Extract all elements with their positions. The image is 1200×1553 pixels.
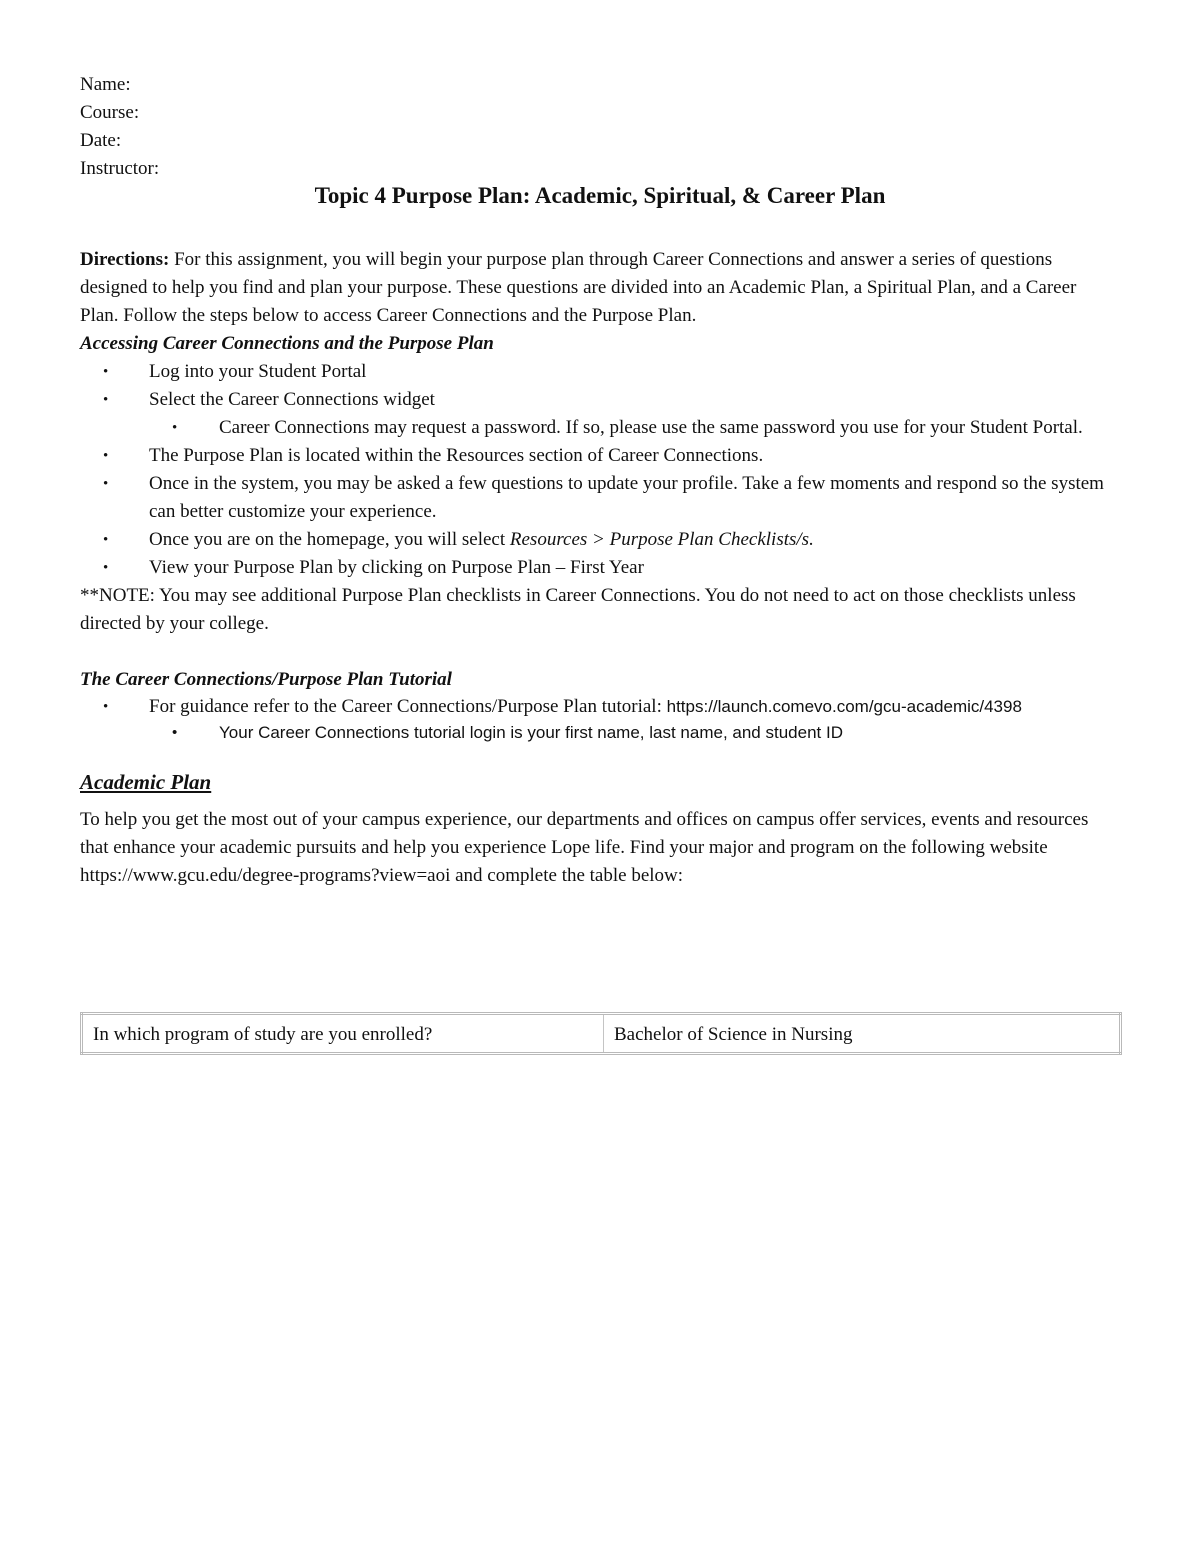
step5-italic: Resources > Purpose Plan Checklists/s. <box>509 529 814 550</box>
accessing-steps-list <box>80 358 1115 582</box>
document-title: Topic 4 Purpose Plan: Academic, Spiritual, & Career Plan <box>314 183 886 208</box>
list-item: • View your Purpose Plan by clicking on Purpose Plan – First Year <box>80 554 1115 582</box>
course-label: Course: <box>80 102 140 123</box>
program-answer-cell[interactable]: Bachelor of Science in Nursing <box>604 1014 1121 1054</box>
tutorial-list <box>80 694 1115 746</box>
date-label: Date: <box>80 130 122 151</box>
tutorial-heading: The Career Connections/Purpose Plan Tutorial <box>80 669 452 690</box>
directions-section <box>80 246 1115 890</box>
list-item: • Select the Career Connections widget <box>80 386 1115 414</box>
list-item <box>80 526 1115 554</box>
program-question-cell: In which program of study are you enrolled? <box>82 1014 604 1054</box>
step5-text: Once you are on the homepage, you will select <box>149 529 510 550</box>
name-label: Name: <box>80 74 131 95</box>
instructor-label: Instructor: <box>80 158 160 179</box>
academic-plan-heading: Academic Plan <box>80 770 212 794</box>
list-item: • Career Connections may request a password. If so, please use the same password you use for your Student Portal. <box>80 414 1115 442</box>
accessing-heading: Accessing Career Connections and the Purpose Plan <box>80 333 494 354</box>
tutorial-link[interactable]: https://launch.comevo.com/gcu-academic/4398 <box>666 697 1022 716</box>
list-item <box>80 694 1115 720</box>
academic-plan-text: To help you get the most out of your campus experience, our departments and offices on campus offer services, events and resources that enhance your academic pursuits and help you experience Lope life. Find your major and program on the following website https://www.gcu.edu/degree-programs?view=aoi and complete the table below: <box>80 809 1089 886</box>
list-item: • Once in the system, you may be asked a few questions to update your profile. Take a few moments and respond so the system can better customize your experience. <box>80 470 1115 526</box>
program-table <box>80 1012 1122 1055</box>
note-paragraph: **NOTE: You may see additional Purpose Plan checklists in Career Connections. You do not need to act on those checklists unless directed by your college. <box>80 585 1076 634</box>
list-item: • Log into your Student Portal <box>80 358 1115 386</box>
list-item: • The Purpose Plan is located within the Resources section of Career Connections. <box>80 442 1115 470</box>
tutorial-item-text: For guidance refer to the Career Connections/Purpose Plan tutorial: <box>149 696 667 717</box>
table-row <box>82 1014 1121 1054</box>
directions-label: Directions: <box>80 249 170 270</box>
header-fields <box>80 71 1120 183</box>
directions-text: For this assignment, you will begin your purpose plan through Career Connections and answer a series of questions designed to help you find and plan your purpose. These questions are divided into an Academic Plan, a Spiritual Plan, and a Career Plan. Follow the steps below to access Career Connections and the Purpose Plan. <box>80 249 1077 326</box>
directions-paragraph <box>80 246 1115 330</box>
list-item: • Your Career Connections tutorial login is your first name, last name, and student ID <box>80 720 1115 746</box>
